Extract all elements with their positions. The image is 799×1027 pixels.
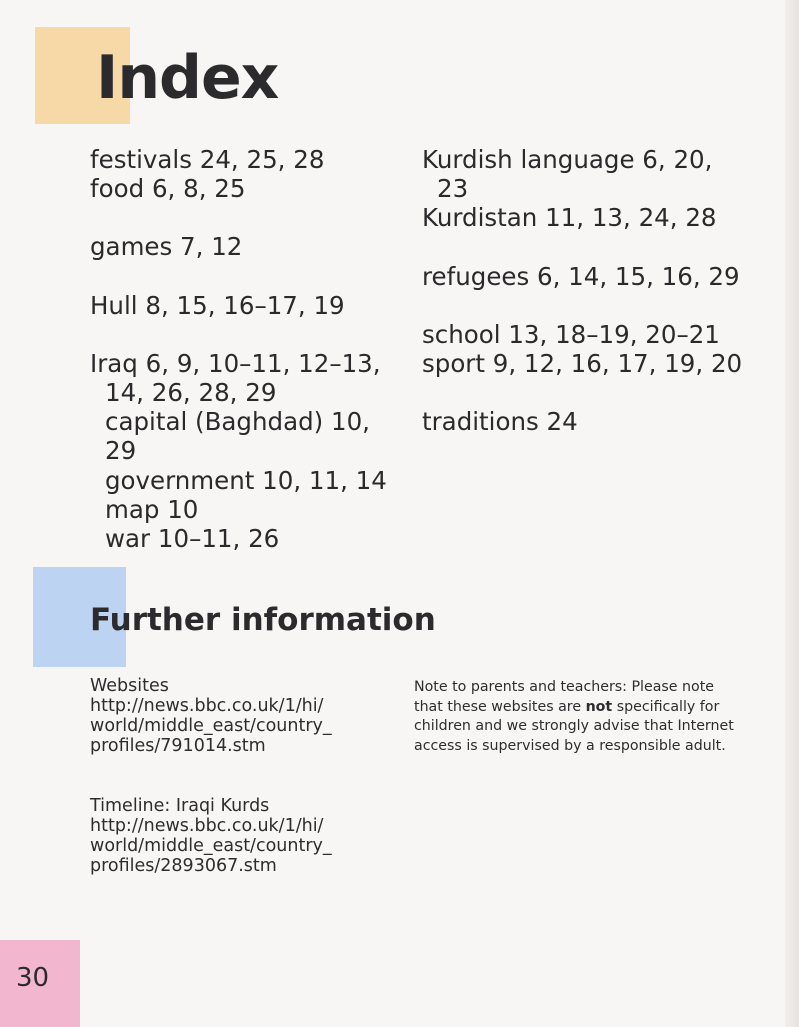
website-link-line[interactable]: profiles/791014.stm [90,736,266,756]
website-block-profile [90,676,390,756]
page-number: 30 [16,963,50,993]
index-entry-iraq: Iraq 6, 9, 10–11, 12–13, 14, 26, 28, 29 [90,348,381,408]
index-left-column [90,145,410,553]
website-link-line[interactable]: world/middle_east/country_ [90,716,332,736]
index-entry-festivals: festivals 24, 25, 28 [90,145,325,174]
timeline-heading: Timeline: Iraqi Kurds [90,796,270,816]
index-entry-refugees: refugees 6, 14, 15, 16, 29 [422,261,740,291]
index-subentry-capital: capital (Baghdad) 10, 29 [105,407,370,466]
websites-list [90,676,390,916]
index-entry-hull: Hull 8, 15, 16–17, 19 [90,290,345,320]
website-block-timeline [90,796,390,876]
further-information-title: Further information [90,602,436,638]
index-entry-food: food 6, 8, 25 [90,174,246,204]
index-subentry-map: map 10 [105,494,199,524]
index-entry-kurdish-language: Kurdish language 6, 20, 23 [422,145,713,204]
index-subentry-government: government 10, 11, 14 [105,465,387,495]
note-emphasis: not [585,698,613,715]
index-subentry-war: war 10–11, 26 [105,524,280,554]
index-entry-traditions: traditions 24 [422,407,578,437]
index-entry-school: school 13, 18–19, 20–21 [422,319,720,349]
parents-teachers-note: Note to parents and teachers: Please note that these websites are not specifically for children and we strongly advise that Internet access is supervised by a responsible adult. [414,679,734,754]
website-link-line[interactable]: world/middle_east/country_ [90,836,332,856]
index-entry-kurdistan: Kurdistan 11, 13, 24, 28 [422,203,717,233]
index-right-column [422,145,752,436]
website-link-line[interactable]: http://news.bbc.co.uk/1/hi/ [90,816,324,836]
index-entry-games: games 7, 12 [90,232,243,262]
index-title: Index [96,43,279,113]
page-edge [785,0,799,1027]
website-link-line[interactable]: profiles/2893067.stm [90,856,277,876]
websites-heading: Websites [90,676,169,696]
website-link-line[interactable]: http://news.bbc.co.uk/1/hi/ [90,696,324,716]
index-entry-sport: sport 9, 12, 16, 17, 19, 20 [422,349,743,379]
